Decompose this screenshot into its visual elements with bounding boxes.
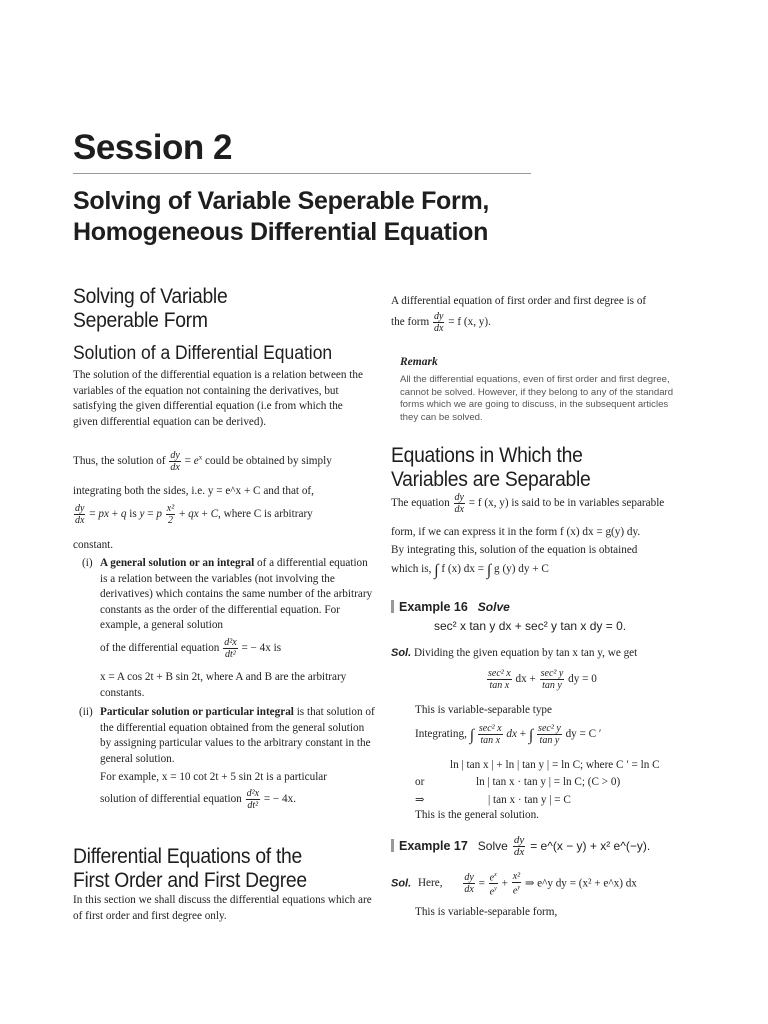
d2x-dt2-fraction: $\frac{\text{d²x}}{\text{dt²}}$	[224, 637, 237, 660]
item-i-body: of a differential equation is a relation between the variables (not involving the derivatives) which contains the same number of the arbitrary constants as the order of the differential equation. For example, a general solution	[100, 557, 373, 632]
eq-suffix: = f (x, y) is said to be in variables separable	[468, 497, 665, 510]
pxq-eq-2: + qx + C	[178, 508, 219, 521]
example-bar-icon-2	[391, 839, 394, 852]
by-integrating-line: By integrating this, solution of the equation is obtained	[391, 544, 638, 556]
sol-16-integrating-line	[415, 723, 695, 746]
example-bar-icon	[391, 600, 394, 613]
ex-ey-fraction: $\frac{e^x}{e^y}$	[489, 872, 497, 898]
eq-prefix: The equation	[391, 497, 450, 510]
d2x-dt2-fraction-2: $\frac{\text{d²x}}{\text{dt²}}$	[246, 788, 260, 811]
item-i-label: (i)	[82, 557, 93, 569]
x2-ey-fraction: $\frac{\text{x²}}{e^y}$	[512, 871, 521, 897]
dy-dx-fraction: $\frac{dy}{dx}$	[170, 450, 180, 473]
item-ii-eq: = − 4x.	[263, 793, 297, 806]
example-16-equation: sec² x tan y dx + sec² y tan x dy = 0.	[434, 619, 627, 633]
dy-dx-fraction-3: $\frac{dy}{dx}$	[434, 311, 444, 334]
remark-text: All the differential equations, even of first order and first degree, cannot be solved. However, if they belong to any of the standard forms which we are going to discuss, in the subsequent articles they can be solved.	[400, 374, 674, 423]
which-is: which is,	[391, 563, 432, 575]
sec2x-tanx-fraction: $\frac{\text{sec² x}}{\text{tan x}}$	[488, 668, 511, 691]
sol-16-l2: ln | tan x · tan y | = ln C; (C > 0)	[476, 776, 621, 788]
sol-17-label: Sol.	[391, 877, 412, 890]
sol-16-eq1-end: dy = 0	[568, 673, 597, 686]
sol-17-here: Here,	[417, 877, 443, 890]
sol-16-label: Sol.	[391, 647, 412, 659]
subsection-title-solution: Solution of a Differential Equation	[73, 343, 333, 364]
section-title-separable: Equations in Which the Variables are Separable	[391, 444, 591, 491]
sec2x-tanx-fraction-2: $\frac{\text{sec² x}}{\text{tan x}}$	[478, 723, 502, 746]
item-i-is: = − 4x is	[241, 642, 282, 655]
thus-eq: = $e^x$	[184, 453, 203, 468]
example-16-solve: Solve	[477, 600, 510, 614]
sec2y-tany-fraction-2: $\frac{\text{sec² y}}{\text{tan y}}$	[538, 723, 561, 746]
sec2y-tany-fraction: $\frac{\text{sec² y}}{\text{tan y}}$	[540, 668, 564, 691]
integral-sign-4: ∫	[528, 727, 534, 745]
intro-form-line	[391, 311, 691, 334]
sol-16-int-eq: dy = C ′	[565, 728, 602, 741]
first-order-text: In this section we shall discuss the differential equations which are of first order and first degree only.	[73, 894, 372, 922]
example-16-heading	[391, 598, 510, 616]
sol-16-l3: | tan x · tan y | = C	[488, 794, 571, 806]
item-ii-eq-line	[100, 788, 378, 811]
pxq-eq: = px + q is y = p	[89, 508, 162, 521]
item-ii-example: For example, x = 10 cot 2t + 5 sin 2t is a particular	[100, 771, 328, 783]
intro-line: A differential equation of first order and first degree is of	[391, 295, 647, 307]
item-i-text	[100, 556, 376, 634]
chapter-title: Solving of Variable Seperable Form, Homogeneous Differential Equation	[73, 187, 490, 246]
x2-over-2-fraction: $\frac{\text{x²}}{2}$	[166, 503, 175, 526]
section-title-variable-separable: Solving of Variable Seperable Form	[73, 285, 228, 332]
integral-sign-1: ∫	[434, 562, 439, 579]
item-ii-body: is that solution of the differential equation obtained from the general solution by assigning particular values to the arbitrary constant in the general solution.	[100, 706, 375, 765]
sol-17-type: This is variable-separable form,	[415, 906, 558, 918]
example-16-label: Example 16	[399, 600, 468, 614]
intro-eq: = f (x, y).	[448, 316, 491, 329]
section-title-first-order: Differential Equations of the First Order and First Degree	[73, 845, 307, 892]
sol-16-eq1-mid: dx +	[515, 673, 536, 686]
dy-dx-fraction-6: $\frac{dy}{dx}$	[464, 872, 474, 896]
thus-suffix: could be obtained by simply	[205, 455, 332, 468]
item-ii-label: (ii)	[79, 706, 93, 718]
which-eq2: g (y) dy + C	[494, 563, 549, 575]
session-title: Session 2	[73, 128, 232, 167]
integral-sign-2: ∫	[486, 562, 492, 579]
dy-dx-fraction-5: $\frac{dy}{dx}$	[513, 834, 525, 858]
px-q-line	[73, 503, 373, 526]
which-is-line	[391, 562, 691, 579]
item-ii-text	[100, 705, 378, 767]
item-i-solution: x = A cos 2t + B sin 2t, where A and B are the arbitrary constants.	[100, 671, 347, 699]
example-17-heading	[391, 835, 691, 858]
item-i-of: of the differential equation	[100, 642, 220, 655]
example-17-solve: Solve	[477, 839, 508, 854]
form-line: form, if we can express it in the form f (x) dx = g(y) dy.	[391, 526, 641, 538]
item-ii-sol-of: solution of differential equation	[100, 793, 242, 806]
implies-icon: ⇒	[415, 794, 425, 806]
item-ii-bold: Particular solution or particular integral	[100, 706, 294, 718]
integrating-line: integrating both the sides, i.e. y = e^x + C and that of,	[73, 485, 314, 497]
dy-dx-fraction-2: $\frac{dy}{dx}$	[75, 503, 85, 526]
constant-text: constant.	[73, 539, 114, 551]
equation-line	[391, 492, 691, 515]
dy-dx-fraction-4: $\frac{dy}{dx}$	[454, 492, 464, 515]
sol-16-l1: ln | tan x | + ln | tan y | = ln C; where C ′ = ln C	[450, 759, 660, 771]
sol-16-type: This is variable-separable type	[415, 704, 552, 716]
sol-16-line	[391, 646, 691, 662]
dx-plus: dx +	[506, 728, 527, 741]
sol-16-text: Dividing the given equation by tan x tan y, we get	[413, 647, 638, 659]
thus-line	[73, 450, 373, 473]
example-17-label: Example 17	[399, 839, 468, 854]
sol-16-integrating: Integrating,	[415, 728, 467, 741]
remark-title: Remark	[400, 356, 438, 368]
item-i-bold: A general solution or an integral	[100, 557, 255, 569]
sol-17-line: Sol. Here, $\frac{dy}{dx}$ = $\frac{e^x}{e^y}$ + $\frac{\text{x²}}{e^y}$ ⇒ e^y dy = (x² + e^x) dx	[391, 871, 637, 898]
integral-sign-3: ∫	[469, 727, 475, 745]
sol-16-eq1	[486, 668, 686, 691]
example-17-eq: = e^(x − y) + x² e^(−y).	[530, 839, 651, 854]
sol-16-or: or	[415, 776, 425, 788]
where-text: , where C is arbitrary	[218, 508, 313, 521]
title-rule	[73, 173, 531, 174]
sol-16-general: This is the general solution.	[415, 809, 539, 821]
sol-17-eq: ⇒ e^y dy = (x² + e^x) dx	[524, 877, 637, 890]
thus-prefix: Thus, the solution of	[73, 455, 166, 468]
intro-form: the form	[391, 316, 430, 329]
item-i-eq-line	[100, 637, 376, 660]
which-eq: f (x) dx =	[441, 563, 485, 575]
para-solution-definition: The solution of the differential equation is a relation between the variables of the equation not containing the derivatives, but satisfying the given differential equation (i.e from which the given differential equation can be derived).	[73, 369, 363, 428]
